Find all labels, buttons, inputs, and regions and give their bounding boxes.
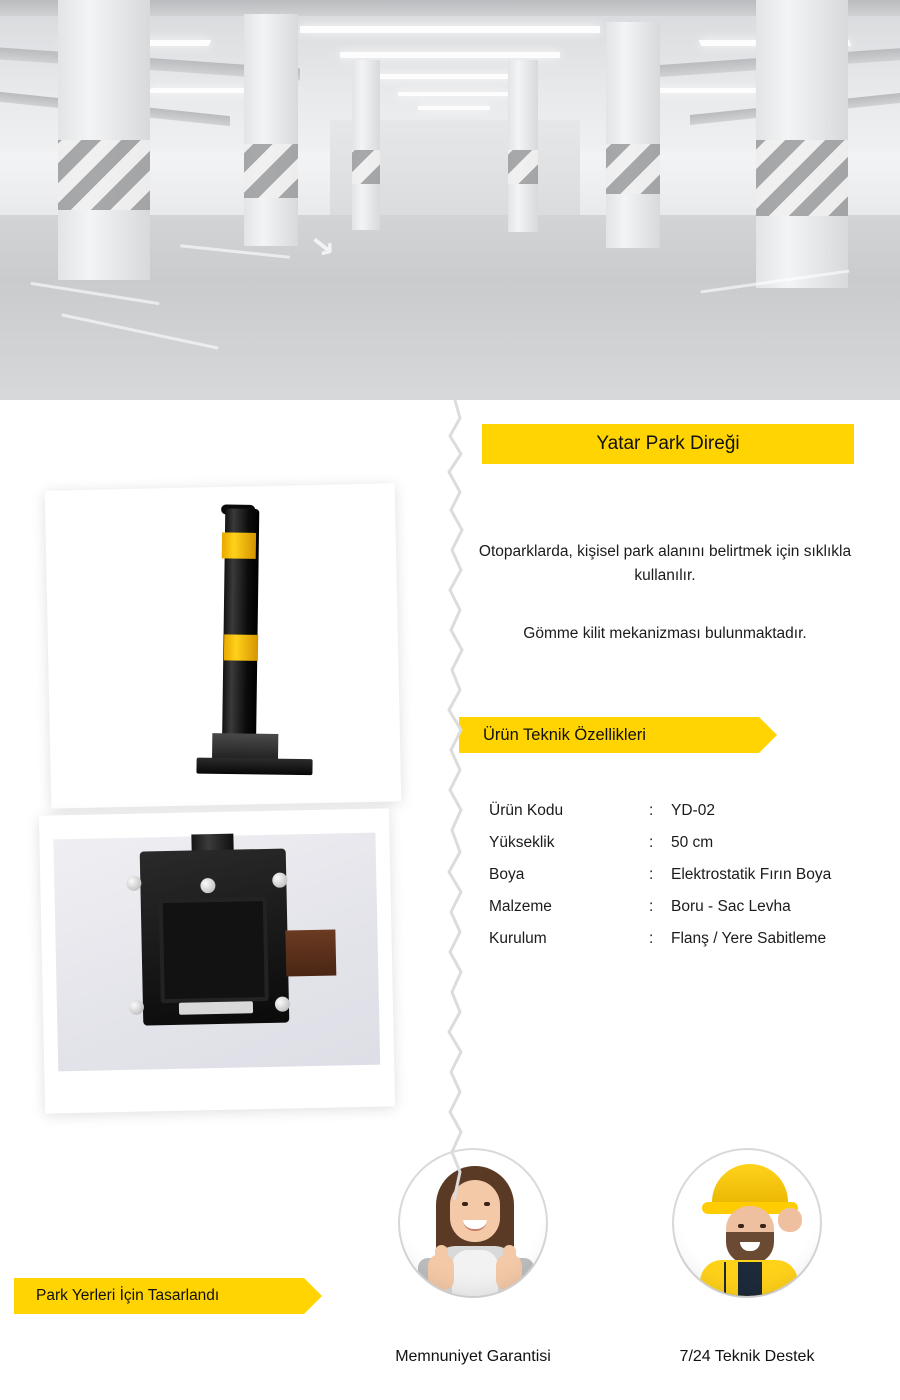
- hazard-stripe: [756, 140, 848, 216]
- spec-key: Kurulum: [489, 930, 547, 947]
- spec-value: YD-02: [671, 802, 715, 819]
- spec-value: 50 cm: [671, 834, 714, 851]
- spec-separator: :: [649, 834, 654, 851]
- garage-pillar: [508, 60, 538, 232]
- garage-pillar: [352, 60, 380, 230]
- spec-separator: :: [649, 802, 654, 819]
- hero-parking-garage-image: [0, 0, 900, 400]
- base-plate-lock-slot: [179, 1001, 253, 1015]
- footer-tagline: Park Yerleri İçin Tasarlandı: [36, 1287, 220, 1304]
- base-plate-side-tab: [285, 930, 336, 977]
- ceiling-light-strip: [340, 52, 560, 58]
- page-title: Yatar Park Direği: [596, 433, 740, 454]
- table-row: [489, 827, 889, 859]
- badge-ring-overlay: [672, 1148, 822, 1298]
- hazard-stripe: [508, 150, 538, 184]
- product-description-1: Otoparklarda, kişisel park alanını belirtmek için sıklıkla kullanılır.: [478, 543, 852, 585]
- specs-table: [489, 795, 889, 955]
- spec-key: Boya: [489, 866, 525, 883]
- table-row: [489, 795, 889, 827]
- badge-label: Memnuniyet Garantisi: [395, 1348, 551, 1365]
- spec-key: Yükseklik: [489, 834, 555, 851]
- product-photo-bollard: [45, 483, 402, 808]
- spec-value: Flanş / Yere Sabitleme: [671, 930, 827, 947]
- bollard-reflective-band: [224, 634, 258, 660]
- ceiling-light-strip: [418, 106, 490, 110]
- spec-separator: :: [649, 898, 654, 915]
- garage-pillar: [606, 22, 660, 248]
- spec-value: Elektrostatik Fırın Boya: [671, 866, 832, 883]
- floor-arrow-marking: ↘: [309, 226, 336, 265]
- hazard-stripe: [58, 140, 150, 210]
- hazard-stripe: [606, 144, 660, 194]
- bollard-reflective-band: [222, 532, 256, 558]
- spec-separator: :: [649, 866, 654, 883]
- specs-heading-banner: [459, 717, 759, 753]
- table-row: [489, 891, 889, 923]
- bollard-illustration: [45, 483, 402, 808]
- product-description-2: Gömme kilit mekanizması bulunmaktadır.: [523, 625, 807, 642]
- hazard-stripe: [244, 144, 298, 198]
- garage-pillar: [244, 14, 298, 246]
- specs-heading: Ürün Teknik Özellikleri: [483, 725, 646, 744]
- product-title-banner: [482, 424, 854, 464]
- spec-key: Malzeme: [489, 898, 552, 915]
- footer-tagline-banner: [14, 1278, 304, 1314]
- garage-pillar: [58, 0, 150, 280]
- badge-label: 7/24 Teknik Destek: [679, 1348, 815, 1365]
- product-photo-base-plate: [39, 808, 395, 1113]
- spec-separator: :: [649, 930, 654, 947]
- table-row: [489, 923, 889, 955]
- spec-value: Boru - Sac Levha: [671, 898, 791, 915]
- bollard-flange: [196, 758, 312, 776]
- hazard-stripe: [352, 150, 380, 184]
- ceiling-light-strip: [398, 92, 508, 96]
- spec-key: Ürün Kodu: [489, 802, 564, 819]
- garage-pillar: [756, 0, 848, 288]
- torn-paper-divider: [430, 400, 480, 1200]
- ceiling-light-strip: [300, 26, 600, 33]
- table-row: [489, 859, 889, 891]
- base-plate-recess: [159, 897, 269, 1003]
